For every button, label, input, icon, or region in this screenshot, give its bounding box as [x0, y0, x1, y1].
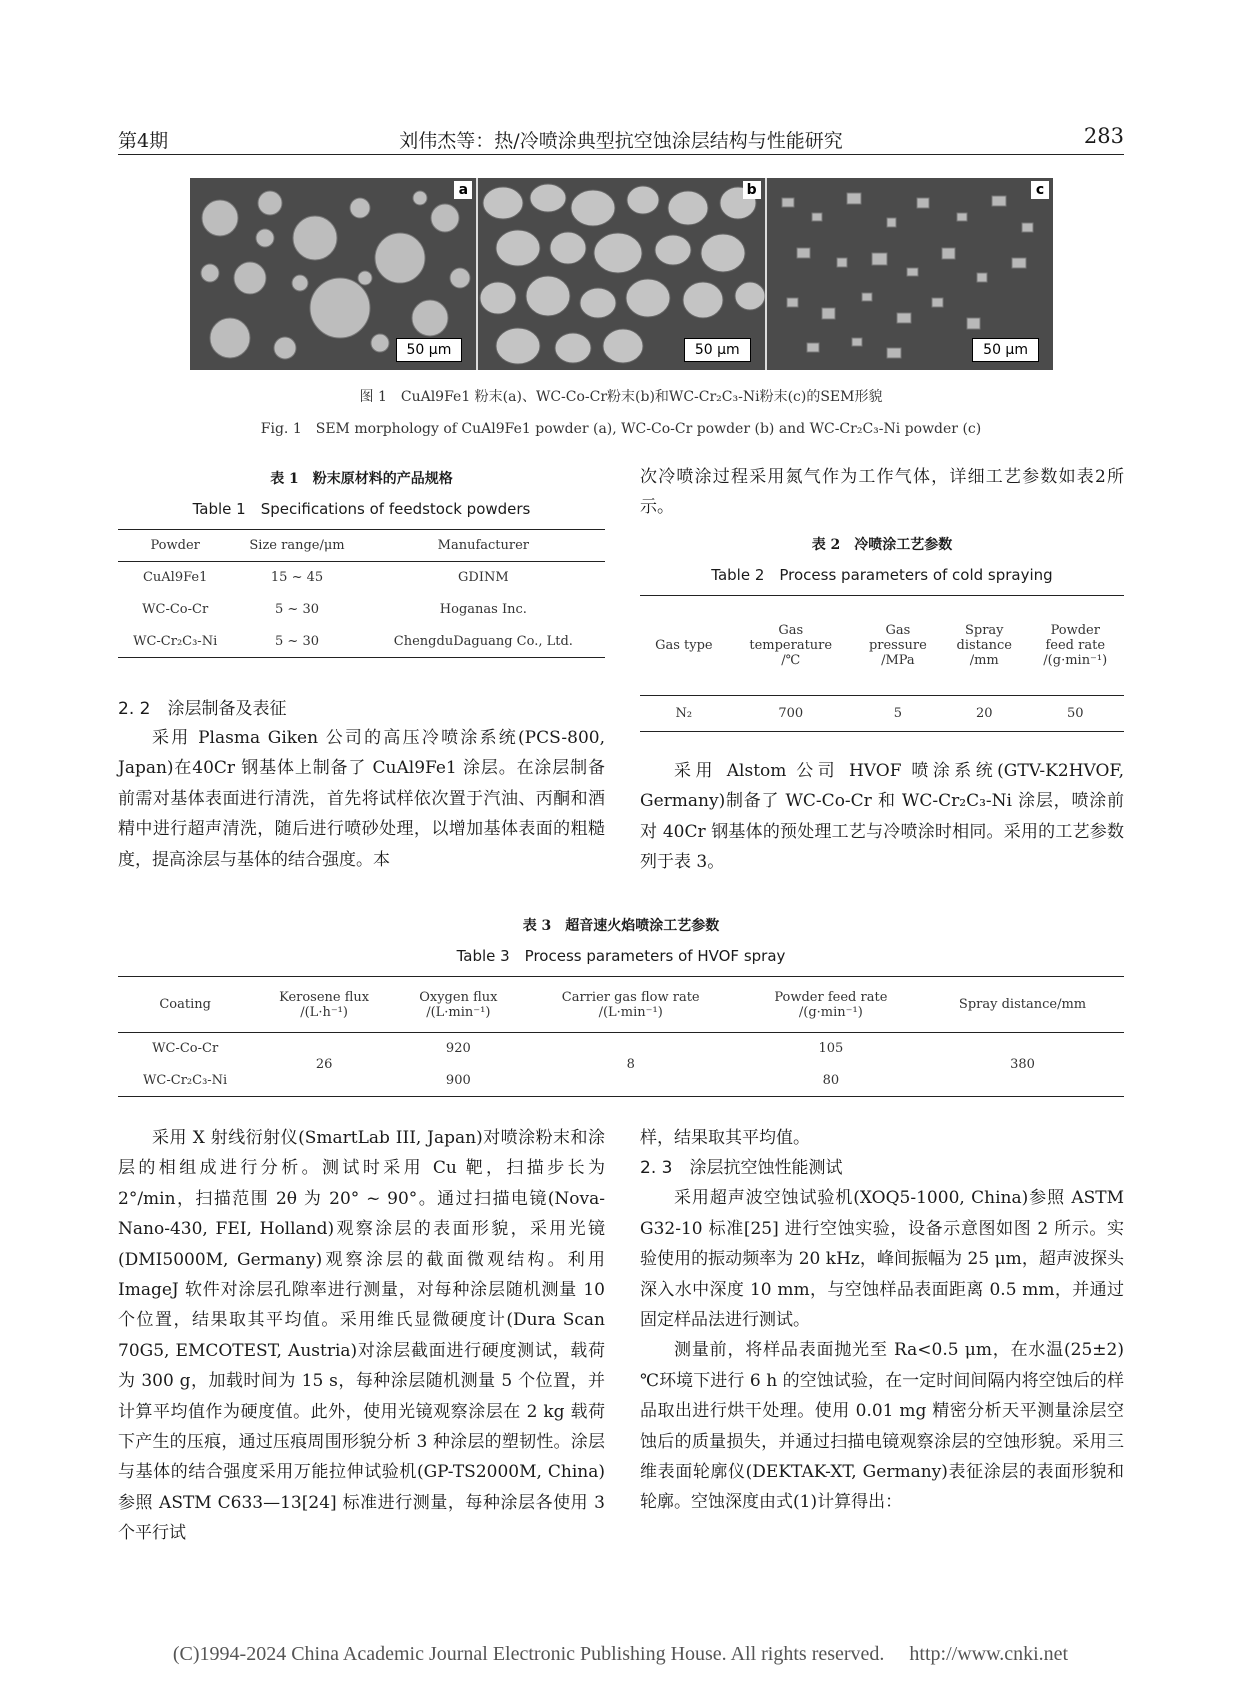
- table-3-title-en: Table 3 Process parameters of HVOF spray: [456, 947, 786, 965]
- table-1-header: Manufacturer: [437, 538, 530, 553]
- paragraph-continuation: 样，结果取其平均值。: [640, 1128, 810, 1148]
- header-text: /MPa: [881, 653, 915, 668]
- section-2-3-heading: 2. 3 涂层抗空蚀性能测试: [640, 1158, 843, 1179]
- table-cell: CuAl9Fe1: [142, 570, 208, 586]
- table-cell: WC-Co-Cr: [142, 602, 209, 617]
- table-2-block: [640, 534, 1124, 732]
- table-cell: N₂: [675, 706, 693, 721]
- figure-1-caption-en: Fig. 1 SEM morphology of CuAl9Fe1 powder (a), WC-Co-Cr powder (b) and WC-Cr₂C₃-Ni powder (c): [260, 421, 982, 437]
- table-cell: 920: [445, 1041, 471, 1057]
- header-text: temperature: [749, 638, 833, 653]
- table-3-header: [396, 977, 521, 1033]
- header-text: /(L·h⁻¹): [300, 1004, 348, 1020]
- table-1-header: Size range/μm: [249, 538, 345, 553]
- table-cell: 105: [818, 1041, 844, 1057]
- header-text: /mm: [969, 653, 999, 668]
- table-cell: GDINM: [458, 570, 509, 586]
- hvof-paragraph: 采用 Alstom 公司 HVOF 喷涂系统(GTV-K2HVOF, Germany)制备了 WC-Co-Cr 和 WC-Cr₂C₃-Ni 涂层，喷涂前对 40Cr 钢基体的预处理工艺与冷喷涂时相同。采用的工艺参数列于表 3。: [640, 761, 1124, 873]
- right-column-mid: [640, 756, 1124, 878]
- table-2-header: [854, 596, 942, 696]
- section-2-2-heading: 2. 2 涂层制备及表征: [118, 699, 287, 719]
- sem-panel-b: [478, 178, 766, 370]
- scale-bar-b: 50 μm: [684, 338, 751, 362]
- table-row: [118, 1033, 1124, 1065]
- section-2-3-paragraph-2: 测量前，将样品表面抛光至 Ra<0.5 μm，在水温(25±2) ℃环境下进行 6 h 的空蚀试验，在一定时间间隔内将空蚀后的样品取出进行烘干处理。使用 0.01 mg 精密分析天平测量涂层空蚀后的质量损失，并通过扫描电镜观察涂层的空蚀形貌。采用三维表面轮廓仪(DEKTAK-XT, Germany)表征涂层的表面形貌和轮廓。空蚀深度由式(1)计算得出：: [640, 1340, 1124, 1513]
- issue-number: 第4期: [118, 130, 169, 152]
- header-text: Gas: [885, 623, 911, 638]
- table-3: [118, 976, 1124, 1097]
- header-text: /(L·min⁻¹): [598, 1004, 663, 1020]
- header-text: Powder: [1050, 623, 1100, 638]
- table-cell: 380: [1010, 1057, 1035, 1072]
- table-cell: WC-Cr₂C₃-Ni: [143, 1072, 228, 1088]
- panel-label-b: b: [743, 181, 761, 199]
- table-cell: 8: [626, 1057, 635, 1072]
- header-text: distance: [956, 638, 1012, 653]
- left-column-bottom: [118, 1123, 605, 1549]
- table-2-header: [942, 596, 1027, 696]
- table-2: [640, 595, 1124, 732]
- table-row: [640, 696, 1124, 732]
- table-cell: 5 ~ 30: [275, 633, 319, 649]
- table-2-header: [728, 596, 854, 696]
- scale-bar-c: 50 μm: [972, 338, 1039, 362]
- right-column-top: [640, 462, 1124, 523]
- page-number: 283: [1083, 124, 1124, 148]
- header-text: feed rate: [1045, 638, 1106, 653]
- table-3-header: [252, 977, 396, 1033]
- paragraph-continuation: 次冷喷涂过程采用氮气作为工作气体，详细工艺参数如表2所示。: [640, 467, 1124, 518]
- table-cell: Hoganas Inc.: [439, 602, 527, 617]
- section-2-3-paragraph-1: 采用超声波空蚀试验机(XOQ5-1000, China)参照 ASTM G32-10 标准[25] 进行空蚀实验，设备示意图如图 2 所示。实验使用的振动频率为 20 kHz，峰间振幅为 25 μm，超声波探头深入水中深度 10 mm，与空蚀样品表面距离 0.5 mm，并通过固定样品法进行测试。: [640, 1188, 1124, 1331]
- header-text: /℃: [781, 653, 801, 668]
- header-text: /(g·min⁻¹): [798, 1004, 863, 1020]
- header-text: /(g·min⁻¹): [1043, 653, 1108, 668]
- section-2-2-paragraph: 采用 Plasma Giken 公司的高压冷喷涂系统(PCS-800, Japan)在40Cr 钢基体上制备了 CuAl9Fe1 涂层。在涂层制备前需对基体表面进行清洗，首先将试样依次置于汽油、丙酮和酒精中进行超声清洗，随后进行喷砂处理，以增加基体表面的粗糙度，提高涂层与基体的结合强度。本: [118, 728, 605, 870]
- table-cell: 700: [778, 706, 804, 721]
- table-1-block: [118, 468, 605, 658]
- table-2-header: [640, 596, 728, 696]
- table-1-title-en: Table 1 Specifications of feedstock powders: [192, 500, 531, 518]
- running-header: [118, 118, 1124, 155]
- figure-1-sem-images: [190, 178, 1053, 370]
- table-1: [118, 529, 605, 658]
- sem-panel-c: [767, 178, 1053, 370]
- table-cell: 15 ~ 45: [270, 570, 324, 586]
- header-text: Oxygen flux: [419, 989, 498, 1005]
- header-text: Gas: [778, 623, 804, 638]
- table-cell: 5: [893, 706, 903, 721]
- panel-label-a: a: [454, 181, 472, 199]
- figure-1-caption-cn: 图 1 CuAl9Fe1 粉末(a)、WC-Co-Cr粉末(b)和WC-Cr₂C₃-Ni粉末(c)的SEM形貌: [359, 389, 883, 405]
- table-cell: 50: [1066, 706, 1084, 721]
- panel-label-c: c: [1031, 181, 1049, 199]
- table-cell: 20: [975, 706, 993, 721]
- table-2-title-en: Table 2 Process parameters of cold spraying: [711, 566, 1053, 584]
- running-title: 刘伟杰等：热/冷喷涂典型抗空蚀涂层结构与性能研究: [399, 130, 843, 152]
- table-cell: 26: [315, 1057, 333, 1072]
- table-3-title-cn: 表 3 超音速火焰喷涂工艺参数: [522, 918, 720, 934]
- table-cell: WC-Cr₂C₃-Ni: [133, 633, 218, 649]
- table-3-header: [741, 977, 921, 1033]
- table-cell: WC-Co-Cr: [152, 1041, 219, 1057]
- header-text: Carrier gas flow rate: [561, 989, 700, 1005]
- table-cell: ChengduDaguang Co., Ltd.: [393, 633, 573, 649]
- table-1-header: Powder: [150, 538, 200, 553]
- right-column-bottom: [640, 1123, 1124, 1518]
- characterization-paragraph: 采用 X 射线衍射仪(SmartLab III, Japan)对喷涂粉末和涂层的相组成进行分析。测试时采用 Cu 靶，扫描步长为 2°/min，扫描范围 2θ 为 20° ~ 90°。通过扫描电镜(Nova-Nano-430, FEI, Holland)观察涂层的表面形貌，采用光镜(DMI5000M, Germany)观察涂层的截面微观结构。利用 ImageJ 软件对涂层孔隙率进行测量，对每种涂层随机测量 10 个位置，结果取其平均值。采用维氏显微硬度计(Dura Scan 70G5, EMCOTEST, Austria)对涂层截面进行硬度测试，载荷为 300 g，加载时间为 15 s，每种涂层随机测量 5 个位置，并计算平均值作为硬度值。此外，使用光镜观察涂层在 2 kg 载荷下产生的压痕，通过压痕周围形貌分析 3 种涂层的塑韧性。涂层与基体的结合强度采用万能拉伸试验机(GP-TS2000M, China)参照 ASTM C633—13[24] 标准进行测量，每种涂层各使用 3 个平行试: [118, 1128, 605, 1544]
- header-text: pressure: [868, 638, 927, 653]
- table-2-header: [1027, 596, 1124, 696]
- section-2-2: [118, 694, 605, 875]
- table-cell: 5 ~ 30: [275, 602, 319, 617]
- table-3-block: [118, 915, 1124, 1097]
- copyright-footer: (C)1994-2024 China Academic Journal Electronic Publishing House. All rights reserved. http://www.cnki.net: [172, 1643, 1069, 1665]
- table-cell: 900: [445, 1072, 471, 1088]
- table-3-header: Coating: [159, 997, 211, 1012]
- header-text: Powder feed rate: [774, 989, 888, 1005]
- header-text: Spray: [964, 623, 1004, 638]
- table-row: [118, 562, 605, 594]
- table-row: [118, 626, 605, 658]
- table-cell: 80: [822, 1072, 840, 1088]
- header-text: /(L·min⁻¹): [426, 1004, 491, 1020]
- header-text: Gas type: [655, 638, 713, 653]
- table-row: [118, 594, 605, 626]
- sem-panel-a: [190, 178, 478, 370]
- table-3-header: Spray distance/mm: [958, 997, 1087, 1012]
- table-3-header: [521, 977, 741, 1033]
- scale-bar-a: 50 μm: [396, 338, 463, 362]
- header-text: Kerosene flux: [279, 989, 370, 1005]
- table-2-title-cn: 表 2 冷喷涂工艺参数: [811, 537, 953, 553]
- table-1-title-cn: 表 1 粉末原材料的产品规格: [270, 471, 453, 487]
